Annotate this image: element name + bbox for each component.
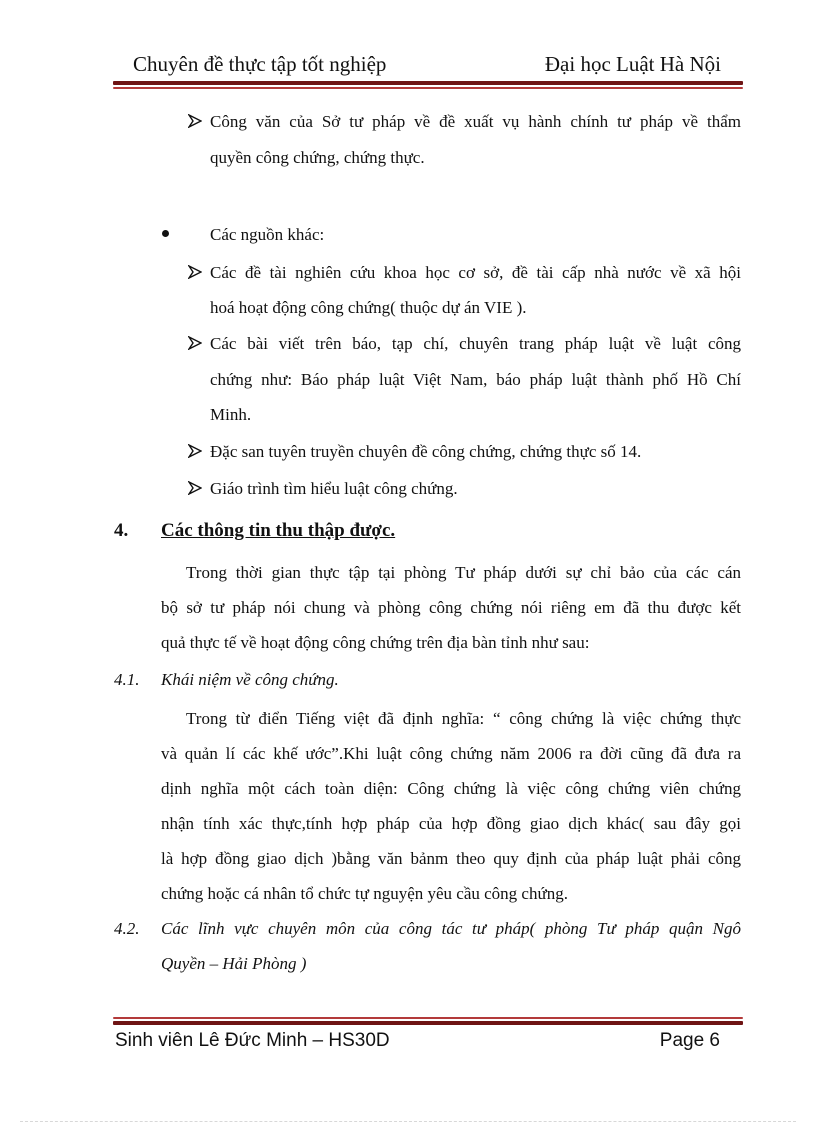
header-rule-thin bbox=[113, 87, 743, 89]
bullet-2-line-2: hoá hoạt động công chứng( thuộc dự án VIE ). bbox=[210, 298, 527, 317]
section-4-1-para-line-6: chứng hoặc cá nhân tổ chức tự nguyện yêu cầu công chứng. bbox=[161, 884, 568, 903]
footer-student: Sinh viên Lê Đức Minh – HS30D bbox=[115, 1030, 390, 1051]
section-4-para-line-3: quả thực tế về hoạt động công chứng trên địa bàn tỉnh như sau: bbox=[161, 633, 590, 652]
section-4-2-number: 4.2. bbox=[114, 919, 140, 938]
section-4-2-title-line-1: Các lĩnh vực chuyên môn của công tác tư pháp( phòng Tư pháp quận Ngô bbox=[161, 919, 741, 938]
section-4-1-para-line-3: dịnh nghĩa một cách toàn diện: Công chứng là việc công chứng viên chứng bbox=[161, 779, 741, 798]
round-bullet-icon bbox=[162, 230, 169, 237]
bullet-4-text: Đặc san tuyên truyền chuyên đề công chứng, chứng thực số 14. bbox=[210, 442, 642, 461]
section-4-title: Các thông tin thu thập được. bbox=[161, 520, 396, 541]
arrow-bullet-icon bbox=[188, 114, 202, 128]
arrow-bullet-icon bbox=[188, 444, 202, 458]
bullet-3-line-3: Minh. bbox=[210, 405, 252, 424]
section-4-2-title-line-2: Quyền – Hải Phòng ) bbox=[161, 954, 307, 973]
other-sources-label: Các nguồn khác: bbox=[210, 225, 325, 244]
header-rule-thick bbox=[113, 81, 743, 85]
bullet-3-line-1: Các bài viết trên báo, tạp chí, chuyên trang pháp luật về luật công bbox=[210, 334, 741, 353]
arrow-bullet-icon bbox=[188, 265, 202, 279]
section-4-1-para-line-4: nhận tính xác thực,tính hợp pháp của hợp đồng giao dịch khác( sau đây gọi bbox=[161, 814, 741, 833]
header-title: Chuyên đề thực tập tốt nghiệp bbox=[133, 52, 387, 76]
header-university: Đại học Luật Hà Nội bbox=[544, 52, 721, 76]
section-4-1-para-line-2: và quản lí các khế ước”.Khi luật công chứng năm 2006 ra đời cũng đã đưa ra bbox=[161, 744, 741, 763]
page-bottom-edge bbox=[20, 1121, 796, 1122]
bullet-1-line-2: quyền công chứng, chứng thực. bbox=[210, 148, 425, 167]
bullet-3-line-2: chứng như: Báo pháp luật Việt Nam, báo pháp luật thành phố Hồ Chí bbox=[210, 370, 741, 389]
bullet-1-line-1: Công văn của Sở tư pháp về đề xuất vụ hành chính tư pháp về thẩm bbox=[210, 112, 741, 131]
footer-rule-thin bbox=[113, 1017, 743, 1019]
arrow-bullet-icon bbox=[188, 481, 202, 495]
section-4-1-title: Khái niệm về công chứng. bbox=[161, 670, 339, 689]
section-4-1-para-line-1: Trong từ điển Tiếng việt đã định nghĩa: “ công chứng là việc chứng thực bbox=[186, 709, 741, 728]
section-4-1-para-line-5: là hợp đồng giao dịch )bằng văn bảnm theo quy định của pháp luật phải công bbox=[161, 849, 741, 868]
section-4-para-line-1: Trong thời gian thực tập tại phòng Tư pháp dưới sự chỉ bảo của các cán bbox=[186, 563, 741, 582]
footer-page-number: Page 6 bbox=[659, 1030, 720, 1051]
section-4-number: 4. bbox=[114, 520, 129, 541]
arrow-bullet-icon bbox=[188, 336, 202, 350]
section-4-1-number: 4.1. bbox=[114, 670, 140, 689]
section-4-para-line-2: bộ sở tư pháp nói chung và phòng công chứng nói riêng em đã thu được kết bbox=[161, 598, 741, 617]
bullet-5-text: Giáo trình tìm hiểu luật công chứng. bbox=[210, 479, 458, 498]
bullet-2-line-1: Các đề tài nghiên cứu khoa học cơ sở, đề tài cấp nhà nước về xã hội bbox=[210, 263, 741, 282]
footer-rule-thick bbox=[113, 1021, 743, 1025]
